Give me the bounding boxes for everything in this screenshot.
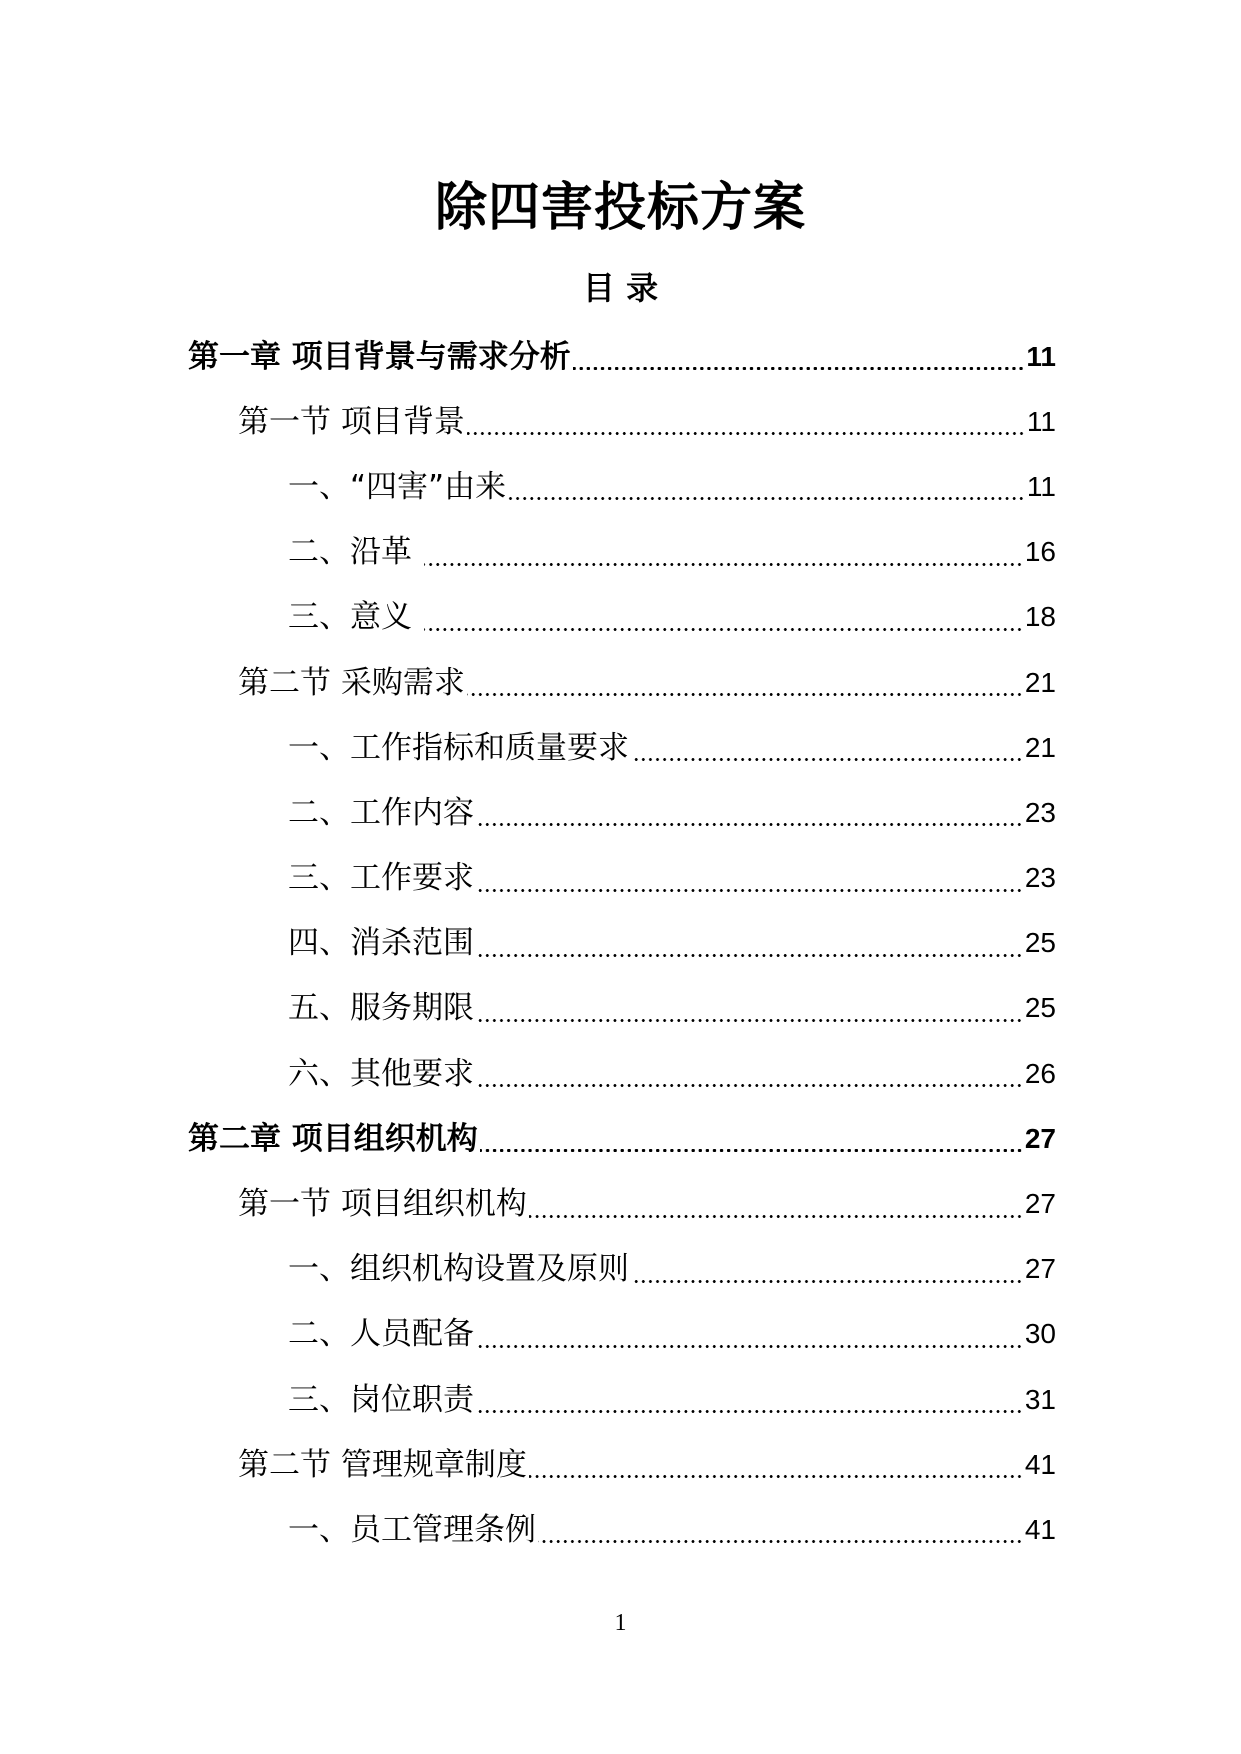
toc-entry-title: 一、工作指标和质量要求	[288, 729, 629, 766]
toc-entry-item[interactable]	[0, 520, 1241, 585]
toc-entry-title: 三、岗位职责	[288, 1381, 474, 1418]
toc-entry-title: 第二章 项目组织机构	[188, 1120, 478, 1157]
toc-entry-item[interactable]	[0, 454, 1241, 519]
table-of-contents	[0, 324, 1241, 1563]
toc-leader-dots	[424, 628, 1023, 631]
toc-entry-item[interactable]	[0, 1367, 1241, 1432]
toc-entry-page: 25	[1024, 992, 1056, 1024]
toc-entry-title: 五、服务期限	[288, 990, 474, 1027]
toc-entry-title: 三、工作要求	[288, 860, 474, 897]
toc-leader-dots	[631, 1280, 1023, 1283]
toc-entry-page: 21	[1024, 731, 1056, 763]
toc-entry-item[interactable]	[0, 1237, 1241, 1302]
toc-entry-title: 一、“四害”由来	[288, 468, 507, 505]
toc-entry-page: 23	[1024, 796, 1056, 828]
toc-entry-page: 31	[1024, 1383, 1056, 1415]
toc-entry-title: 六、其他要求	[288, 1055, 474, 1092]
toc-leader-dots	[480, 1149, 1023, 1152]
toc-entry-page: 30	[1024, 1318, 1056, 1350]
toc-entry-page: 23	[1024, 862, 1056, 894]
toc-entry-item[interactable]	[0, 780, 1241, 845]
toc-entry-page: 11	[1026, 340, 1056, 372]
toc-leader-dots	[467, 432, 1025, 435]
toc-entry-section[interactable]	[0, 1432, 1241, 1497]
toc-entry-page: 11	[1026, 470, 1056, 502]
toc-leader-dots	[573, 367, 1025, 370]
toc-entry-item[interactable]	[0, 1497, 1241, 1562]
toc-leader-dots	[476, 1084, 1023, 1087]
toc-entry-page: 41	[1024, 1448, 1056, 1480]
toc-leader-dots	[476, 954, 1023, 957]
toc-entry-page: 26	[1024, 1057, 1056, 1089]
toc-leader-dots	[631, 758, 1023, 761]
toc-entry-title: 二、工作内容	[288, 794, 474, 831]
toc-entry-chapter[interactable]	[0, 1106, 1241, 1171]
toc-leader-dots	[476, 1019, 1023, 1022]
toc-entry-page: 27	[1024, 1122, 1056, 1154]
toc-entry-title: 一、组织机构设置及原则	[288, 1251, 629, 1288]
toc-entry-title: 三、意义	[288, 599, 422, 636]
toc-entry-section[interactable]	[0, 1171, 1241, 1236]
toc-leader-dots	[529, 1475, 1023, 1478]
toc-leader-dots	[424, 563, 1023, 566]
toc-entry-page: 21	[1024, 666, 1056, 698]
toc-entry-page: 18	[1024, 601, 1056, 633]
toc-leader-dots	[538, 1540, 1023, 1543]
toc-entry-title: 第一节 项目背景	[238, 403, 465, 440]
toc-entry-item[interactable]	[0, 585, 1241, 650]
toc-entry-section[interactable]	[0, 650, 1241, 715]
toc-entry-title: 一、员工管理条例	[288, 1511, 536, 1548]
toc-entry-chapter[interactable]	[0, 324, 1241, 389]
toc-entry-title: 第二节 管理规章制度	[238, 1446, 527, 1483]
toc-entry-section[interactable]	[0, 389, 1241, 454]
toc-leader-dots	[476, 1345, 1023, 1348]
toc-entry-page: 27	[1024, 1188, 1056, 1220]
toc-entry-item[interactable]	[0, 911, 1241, 976]
page-number: 1	[614, 1610, 627, 1636]
toc-leader-dots	[476, 1410, 1023, 1413]
toc-entry-title: 第一节 项目组织机构	[238, 1186, 527, 1223]
toc-entry-page: 25	[1024, 927, 1056, 959]
toc-entry-title: 第二节 采购需求	[238, 664, 465, 701]
toc-entry-page: 11	[1026, 405, 1056, 437]
toc-entry-title: 第一章 项目背景与需求分析	[188, 338, 571, 375]
toc-leader-dots	[467, 693, 1023, 696]
toc-leader-dots	[476, 823, 1023, 826]
toc-entry-item[interactable]	[0, 715, 1241, 780]
document-title: 除四害投标方案	[434, 178, 806, 238]
toc-entry-title: 二、沿革	[288, 534, 422, 571]
toc-heading: 目 录	[582, 269, 659, 307]
toc-entry-title: 二、人员配备	[288, 1316, 474, 1353]
toc-entry-page: 27	[1024, 1253, 1056, 1285]
toc-entry-item[interactable]	[0, 846, 1241, 911]
toc-leader-dots	[529, 1215, 1023, 1218]
toc-entry-item[interactable]	[0, 1041, 1241, 1106]
toc-entry-title: 四、消杀范围	[288, 925, 474, 962]
toc-leader-dots	[476, 889, 1023, 892]
toc-entry-item[interactable]	[0, 1302, 1241, 1367]
toc-entry-item[interactable]	[0, 976, 1241, 1041]
toc-entry-page: 16	[1024, 536, 1056, 568]
toc-leader-dots	[508, 497, 1025, 500]
toc-entry-page: 41	[1024, 1513, 1056, 1545]
